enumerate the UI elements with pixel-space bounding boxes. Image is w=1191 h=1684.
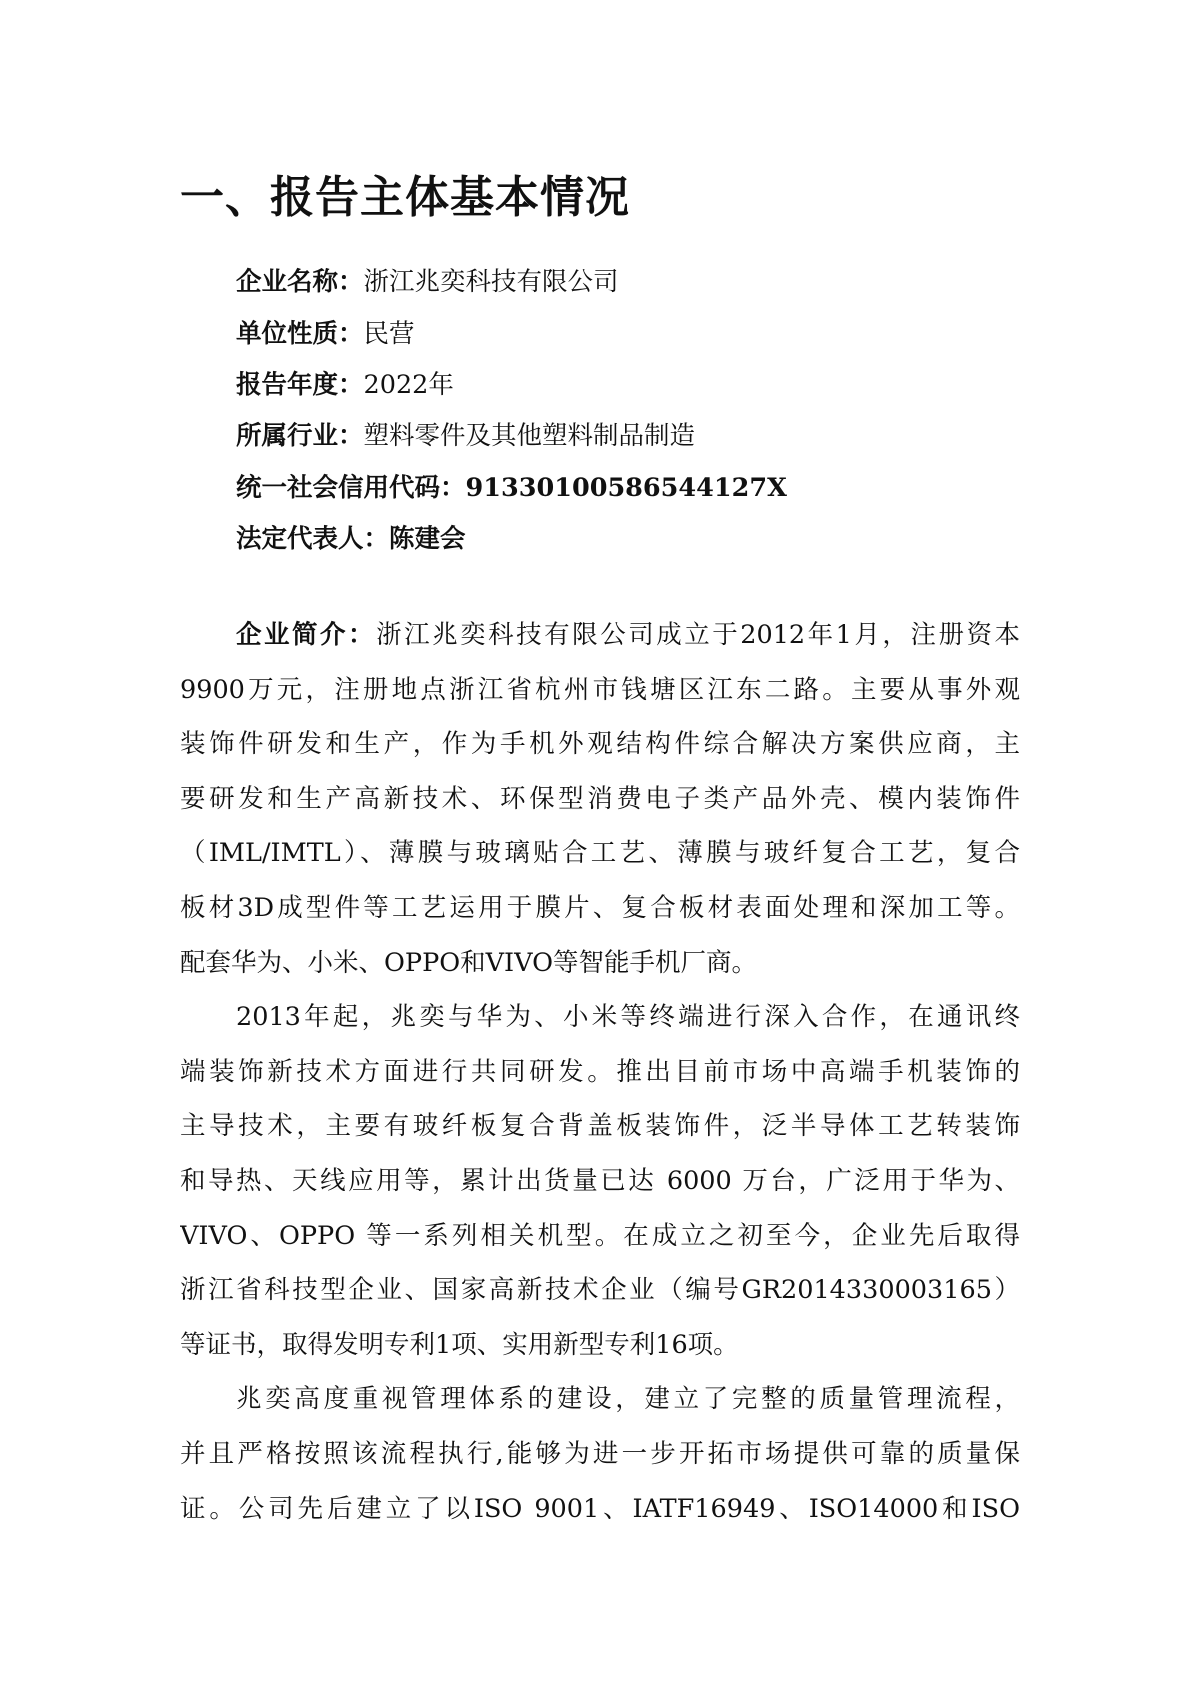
paragraph2-line: 端装饰新技术方面进行共同研发。推出目前市场中高端手机装饰的: [180, 1056, 1020, 1087]
intro-line: 9900万元，注册地点浙江省杭州市钱塘区江东二路。主要从事外观: [180, 674, 1020, 705]
intro-line: [180, 608, 1020, 663]
intro-line: 要研发和生产高新技术、环保型消费电子类产品外壳、模内装饰件: [180, 783, 1020, 814]
unit-nature-value: 民营: [363, 319, 415, 349]
paragraph3-line: 并且严格按照该流程执行,能够为进一步开拓市场提供可靠的质量保: [180, 1438, 1020, 1469]
intro-line: （IML/IMTL）、薄膜与玻璃贴合工艺、薄膜与玻纤复合工艺，复合: [180, 838, 1020, 869]
paragraph3-line: 证。公司先后建立了以ISO 9001、IATF16949、ISO14000和ISO: [180, 1493, 1020, 1524]
intro-line-text: 浙江兆奕科技有限公司成立于2012年1月，注册资本: [376, 620, 1020, 650]
credit-code-line: 统一社会信用代码：91330100586544127X: [236, 473, 787, 503]
industry-line: [236, 419, 695, 453]
paragraph2-line: VIVO、OPPO 等一系列相关机型。在成立之初至今，企业先后取得: [180, 1220, 1020, 1251]
unit-nature-line: [236, 317, 415, 351]
legal-representative-line: 法定代表人：陈建会: [236, 524, 466, 554]
intro-label: 企业简介：: [236, 620, 377, 650]
paragraph2-line: 等证书，取得发明专利1项、实用新型专利16项。: [180, 1329, 739, 1360]
paragraph2-line: 和导热、天线应用等，累计出货量已达 6000 万台，广泛用于华为、: [180, 1165, 1020, 1196]
company-name-label: 企业名称：: [236, 267, 364, 297]
paragraph2-line: 浙江省科技型企业、国家高新技术企业（编号GR2014330003165）: [180, 1275, 1020, 1306]
section-title: 一、报告主体基本情况: [180, 172, 630, 223]
paragraph2-line: 主导技术，主要有玻纤板复合背盖板装饰件，泛半导体工艺转装饰: [180, 1111, 1020, 1142]
report-year-line: [236, 368, 454, 402]
company-name-line: [236, 265, 619, 299]
industry-value: 塑料零件及其他塑料制品制造: [363, 421, 696, 451]
intro-line: 板材3D成型件等工艺运用于膜片、复合板材表面处理和深加工等。: [180, 892, 1020, 923]
body-text: [180, 608, 1020, 1536]
paragraph3-line: 兆奕高度重视管理体系的建设，建立了完整的质量管理流程，: [236, 1384, 1020, 1415]
intro-line: 配套华为、小米、OPPO和VIVO等智能手机厂商。: [180, 947, 757, 978]
report-year-label: 报告年度：: [236, 370, 364, 400]
intro-line: 装饰件研发和生产，作为手机外观结构件综合解决方案供应商，主: [180, 729, 1020, 760]
industry-label: 所属行业：: [236, 421, 364, 451]
company-name-value: 浙江兆奕科技有限公司: [363, 267, 619, 297]
report-year-value: 2022年: [363, 370, 454, 400]
unit-nature-label: 单位性质：: [236, 319, 364, 349]
paragraph2-line: 2013年起，兆奕与华为、小米等终端进行深入合作，在通讯终: [236, 1002, 1020, 1033]
